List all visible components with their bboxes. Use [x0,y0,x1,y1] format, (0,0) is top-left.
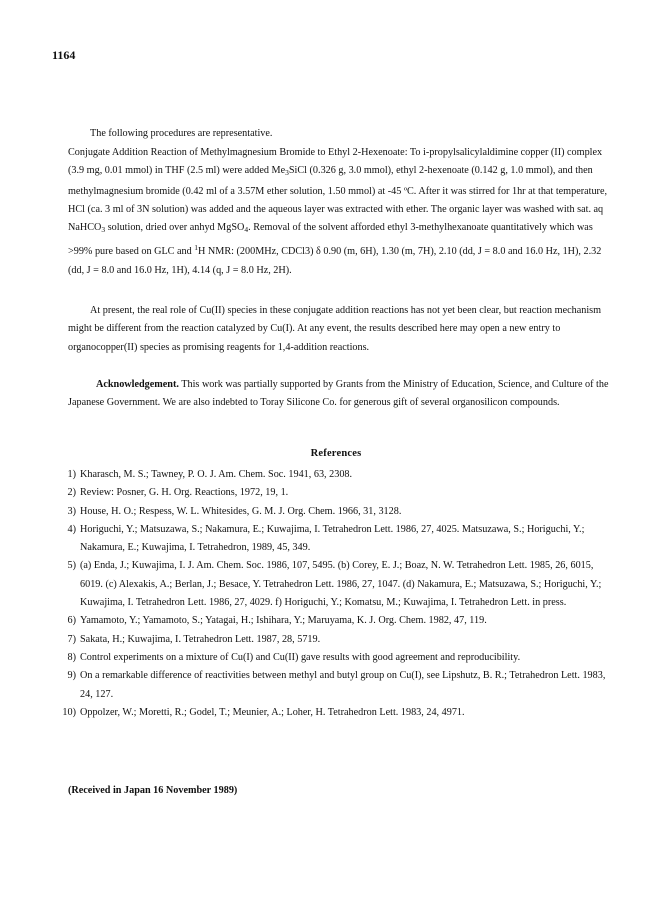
reference-number: 4) [67,523,76,535]
reference-item [56,503,616,521]
reference-number: 5) [67,560,76,572]
reference-number: 2) [67,487,76,499]
reference-number: 10) [62,706,76,718]
reference-text: Oppolzer, W.; Moretti, R.; Godel, T.; Meunier, A.; Loher, H. Tetrahedron Lett. 1983, 24, 4971. [80,706,465,718]
reference-item [56,612,616,630]
reference-text: House, H. O.; Respess, W. L. Whitesides, G. M. J. Org. Chem. 1966, 31, 3128. [80,505,402,517]
procedure-text: H NMR: (200MHz, CDCl3) δ 0.90 (m, 6H), 1.30 (m, 7H), 2.10 (dd, J = 8.0 and 16.0 Hz, 1H), 2.32 (dd, J = 8.0 and 16.0 Hz, 1H), 4.14 (q, J = 8.0 Hz, 2H). [68,246,602,276]
acknowledgement-title: Acknowledgement. [96,379,179,390]
reference-text: Control experiments on a mixture of Cu(I) and Cu(II) gave results with good agreement and reproducibility. [80,651,521,663]
reference-text: Review: Posner, G. H. Org. Reactions, 1972, 19, 1. [80,487,289,499]
acknowledgement-text: This work was partially supported by Grants from the Ministry of Education, Science, and Culture of the Japanese Government. We are also indebted to Toray Silicone Co. for generous gift of several organosilicon compounds. [68,379,609,409]
intro-line: The following procedures are representative. [90,128,273,139]
reference-number: 1) [67,469,76,480]
reference-text: (a) Enda, J.; Kuwajima, I. J. Am. Chem. Soc. 1986, 107, 5495. (b) Corey, E. J.; Boaz, N. W. Tetrahedron Lett. 1985, 26, 6015, 6019. (c) Alexakis, A.; Berlan, J.; Besace, Y. Tetrahedron Lett. 1986, 27, 1047. (d) Nakamura, E.; Matsuzawa, S.; Horiguchi, Y.; Kuwajima, I. Tetrahedron Lett. 1986, 27, 4029. f) Horiguchi, Y.; Komatsu, M.; Kuwajima, I. Tetrahedron Lett. in press. [80,560,602,609]
references-list [56,466,616,722]
reference-item [56,631,616,649]
subscript: 3 [285,168,289,178]
reference-number: 3) [67,505,76,517]
acknowledgement-paragraph [68,376,616,413]
reference-item [56,521,616,558]
reference-item [56,466,616,484]
reference-item [56,649,616,667]
subscript: 3 [101,225,106,235]
procedure-paragraph [68,144,616,280]
reference-text: Horiguchi, Y.; Matsuzawa, S.; Nakamura, E.; Kuwajima, I. Tetrahedron Lett. 1986, 27, 4025. Matsuzawa, S.; Horiguchi, Y.; Nakamura, E.; Kuwajima, I. Tetrahedron, 1989, 45, 349. [80,523,585,554]
references-title: References [310,448,362,459]
reference-number: 8) [67,651,76,663]
procedure-text: . Removal of the solvent afforded ethyl 3-methylhexanoate quantitatively which was >99% pure based on GLC and [68,222,593,258]
procedure-text: To i-propylsalicylaldimine copper (II) complex (3.9 mg, 0.01 mmol) in THF (2.5 ml) were added Me [68,147,603,177]
discussion-paragraph: At present, the real role of Cu(II) species in these conjugate addition reactions has not yet been clear, but reaction mechanism might be different from the reaction catalyzed by Cu(I). At any event, the results described here may open a new entry to organocopper(II) species as promising reagents for 1,4-addition reactions. [68,305,602,353]
procedure-title: Conjugate Addition Reaction of Methylmagnesium Bromide to Ethyl 2-Hexenoate: [68,147,408,158]
procedure-text: SiCl (0.326 g, 3.0 mmol), ethyl 2-hexenoate (0.142 g, 1.0 mmol), and then methylmagnesium bromide (0.42 ml of a 3.57M ether solution, 1.50 mmol) at -45 ºC. After it was stirred for 1hr at that temperature, HCl (ca. 3 ml of 3N solution) was added and the aqueous layer was extracted with ether. The organic layer was washed with sat. aq NaHCO [68,165,608,234]
reference-item [56,557,616,612]
subscript: 4 [244,225,249,235]
received-date: (Received in Japan 16 November 1989) [68,785,238,796]
reference-item [56,484,616,502]
reference-item [56,704,616,722]
reference-item [56,667,616,704]
page-number: 1164 [52,48,76,62]
reference-text: Sakata, H.; Kuwajima, I. Tetrahedron Lett. 1987, 28, 5719. [80,633,321,645]
superscript: 1 [194,243,199,253]
reference-text: Kharasch, M. S.; Tawney, P. O. J. Am. Chem. Soc. 1941, 63, 2308. [80,469,353,480]
reference-text: Yamamoto, Y.; Yamamoto, S.; Yatagai, H.; Ishihara, Y.; Maruyama, K. J. Org. Chem. 1982, 47, 119. [80,615,487,627]
reference-text: On a remarkable difference of reactivities between methyl and butyl group on Cu(I), see Lipshutz, B. R.; Tetrahedron Lett. 1983, 24, 127. [80,670,606,700]
reference-number: 6) [67,615,76,627]
reference-number: 7) [67,633,76,645]
reference-number: 9) [67,670,76,682]
procedure-text: solution, dried over anhyd MgSO [105,222,245,234]
